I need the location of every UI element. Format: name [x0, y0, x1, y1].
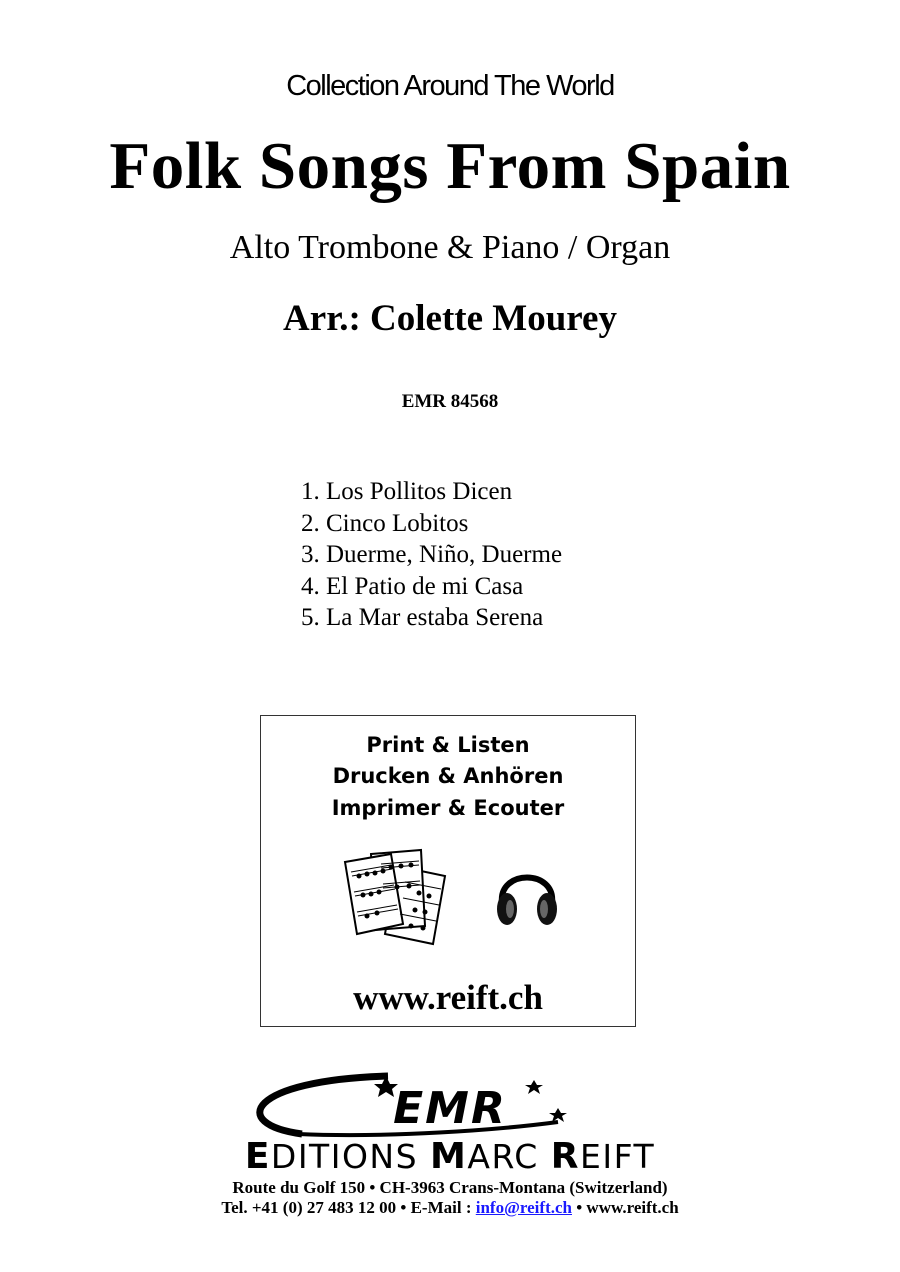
publisher-name-part: E	[244, 1136, 271, 1177]
list-item: 5. La Mar estaba Serena	[301, 604, 544, 631]
emr-logo-text: EMR	[393, 1083, 507, 1134]
promo-url[interactable]: www.reift.ch	[353, 978, 543, 1017]
print-listen-box	[260, 715, 636, 1027]
promo-line-french: Imprimer & Ecouter	[331, 796, 565, 820]
publisher-name	[0, 1136, 900, 1177]
publisher-contact	[0, 1198, 900, 1218]
contact-suffix: • www.reift.ch	[571, 1198, 679, 1217]
publisher-name-part: DITIONS	[270, 1137, 431, 1176]
publisher-name-part: ARC	[467, 1137, 551, 1176]
email-link[interactable]: info@reift.ch	[475, 1198, 572, 1217]
instrumentation: Alto Trombone & Piano / Organ	[229, 229, 671, 266]
list-item: 1. Los Pollitos Dicen	[301, 478, 513, 505]
list-item: 2. Cinco Lobitos	[301, 509, 469, 537]
publisher-name-part: M	[430, 1136, 468, 1177]
collection-name: Collection Around The World	[286, 70, 614, 102]
publisher-address: Route du Golf 150 • CH-3963 Crans-Montana (Switzerland)	[232, 1178, 668, 1197]
catalog-number: EMR 84568	[401, 391, 499, 412]
publisher-name-part: EIFT	[580, 1137, 656, 1176]
song-list	[301, 476, 562, 634]
headphones-icon	[494, 859, 560, 931]
page-title: Folk Songs From Spain	[109, 129, 791, 203]
contact-prefix: Tel. +41 (0) 27 483 12 00 • E-Mail :	[221, 1198, 476, 1217]
promo-line-english: Print & Listen	[366, 733, 530, 757]
publisher-name-part: R	[550, 1136, 581, 1177]
list-item: 3. Duerme, Niño, Duerme	[301, 541, 563, 568]
sheet-music-icon	[341, 848, 469, 948]
promo-line-german: Drucken & Anhören	[332, 764, 564, 788]
list-item: 4. El Patio de mi Casa	[301, 572, 524, 600]
arranger: Arr.: Colette Mourey	[283, 298, 617, 339]
